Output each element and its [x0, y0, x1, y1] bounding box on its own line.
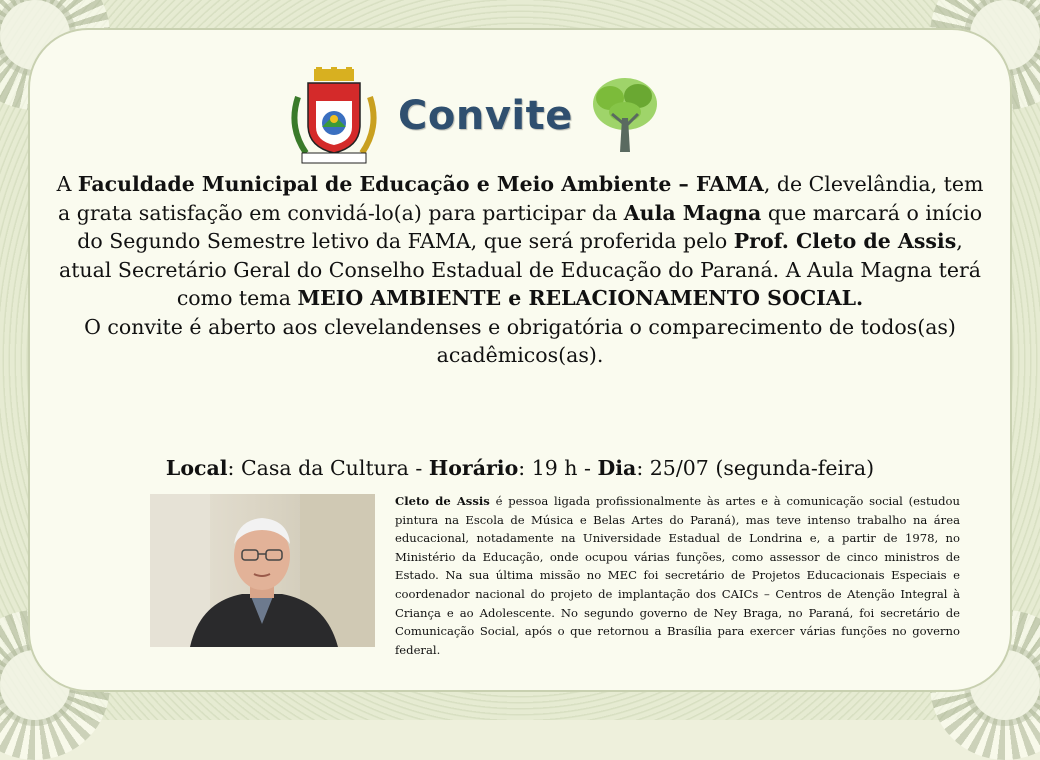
local-value: : Casa da Cultura -	[227, 456, 429, 480]
institution-name: Faculdade Municipal de Educação e Meio Ambiente – FAMA	[77, 172, 764, 196]
speaker-photo	[150, 494, 375, 647]
municipal-crest-icon	[288, 67, 380, 165]
event-details	[50, 456, 990, 480]
tree-logo-icon	[588, 74, 662, 158]
time-value: : 19 h -	[518, 456, 598, 480]
event-name: Aula Magna	[623, 200, 762, 225]
bio-name: Cleto de Assis	[395, 494, 490, 508]
date-value: : 25/07 (segunda-feira)	[636, 456, 875, 480]
invitation-text-part: , atual Secretário Geral do Conselho Estadual de Educação do Paraná. A Aula Magna terá como tema	[58, 229, 982, 310]
lecture-theme: MEIO AMBIENTE e RELACIONAMENTO SOCIAL.	[297, 286, 864, 310]
invitation-text-part: , de Clevelândia, tem a grata satisfação em convidá-lo(a) para participar da	[57, 172, 984, 225]
time-label: Horário	[428, 456, 519, 480]
speaker-name: Prof. Cleto de Assis	[733, 229, 957, 253]
bio-text: é pessoa ligada profissionalmente às artes e à comunicação social (estudou pintura na Escola de Música e Belas Artes do Paraná), mas teve intenso trabalho na área educacional, notadamente na Universidade Estadual de Londrina e, a partir de 1978, no Ministério da Educação, onde ocupou várias funções, como assessor de cinco ministros de Estado. Na sua última missão no MEC foi secretário de Projetos Educacionais Especiais e coordenador nacional do projeto de implantação dos CAICs – Centros de Atenção Integral à Criança e ao Adolescente. No segundo governo de Ney Braga, no Paraná, foi secretário de Comunicação Social, após o que retornou a Brasília para exercer várias funções no governo federal.	[395, 494, 960, 657]
invitation-text	[50, 170, 990, 370]
speaker-bio	[395, 492, 960, 659]
date-label: Dia	[597, 456, 637, 480]
attendance-note: O convite é aberto aos clevelandenses e obrigatória o comparecimento de todos(as) acadêmicos(as).	[84, 314, 956, 367]
invitation-header	[288, 66, 668, 166]
invitation-text-part: que marcará o início do Segundo Semestre letivo da FAMA, que será proferida pelo	[77, 200, 983, 253]
intro-text: A	[56, 172, 78, 196]
local-label: Local	[165, 456, 228, 480]
page-title: Convite	[398, 93, 573, 139]
